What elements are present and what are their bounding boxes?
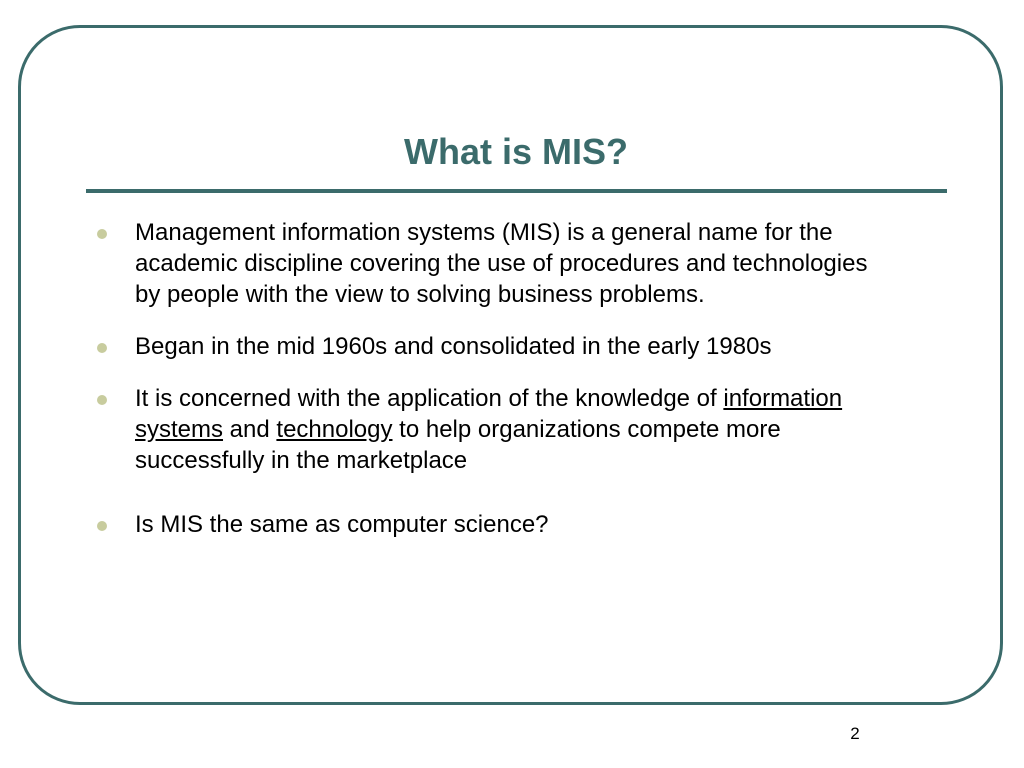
information-systems-link[interactable]: information systems xyxy=(135,385,843,443)
bullet-item-purpose xyxy=(95,383,895,476)
title-divider xyxy=(86,189,947,193)
bullet-dot-icon xyxy=(97,229,107,239)
bullet-item-history xyxy=(95,331,895,362)
bullet-text: Began in the mid 1960s and consolidated in the early 1980s xyxy=(135,333,772,360)
bullet-dot-icon xyxy=(97,395,107,405)
bullet-dot-icon xyxy=(97,521,107,531)
bullet-item-question xyxy=(95,509,895,540)
technology-link[interactable]: technology xyxy=(276,416,393,443)
bullet-list xyxy=(95,217,895,540)
bullet-text-part: It is concerned with the application of the knowledge of xyxy=(135,385,724,412)
bullet-text: Is MIS the same as computer science? xyxy=(135,511,549,538)
bullet-text-part: to help organizations compete more successfully in the marketplace xyxy=(135,416,781,474)
bullet-text: Management information systems (MIS) is a general name for the academic discipline covering the use of procedures and technologies by people with the view to solving business problems. xyxy=(135,219,868,308)
slide-title: What is MIS? xyxy=(404,131,628,172)
bullet-text-part: and xyxy=(223,416,277,443)
bullet-dot-icon xyxy=(97,343,107,353)
page-number: 2 xyxy=(850,724,860,743)
bullet-item-definition xyxy=(95,217,895,310)
